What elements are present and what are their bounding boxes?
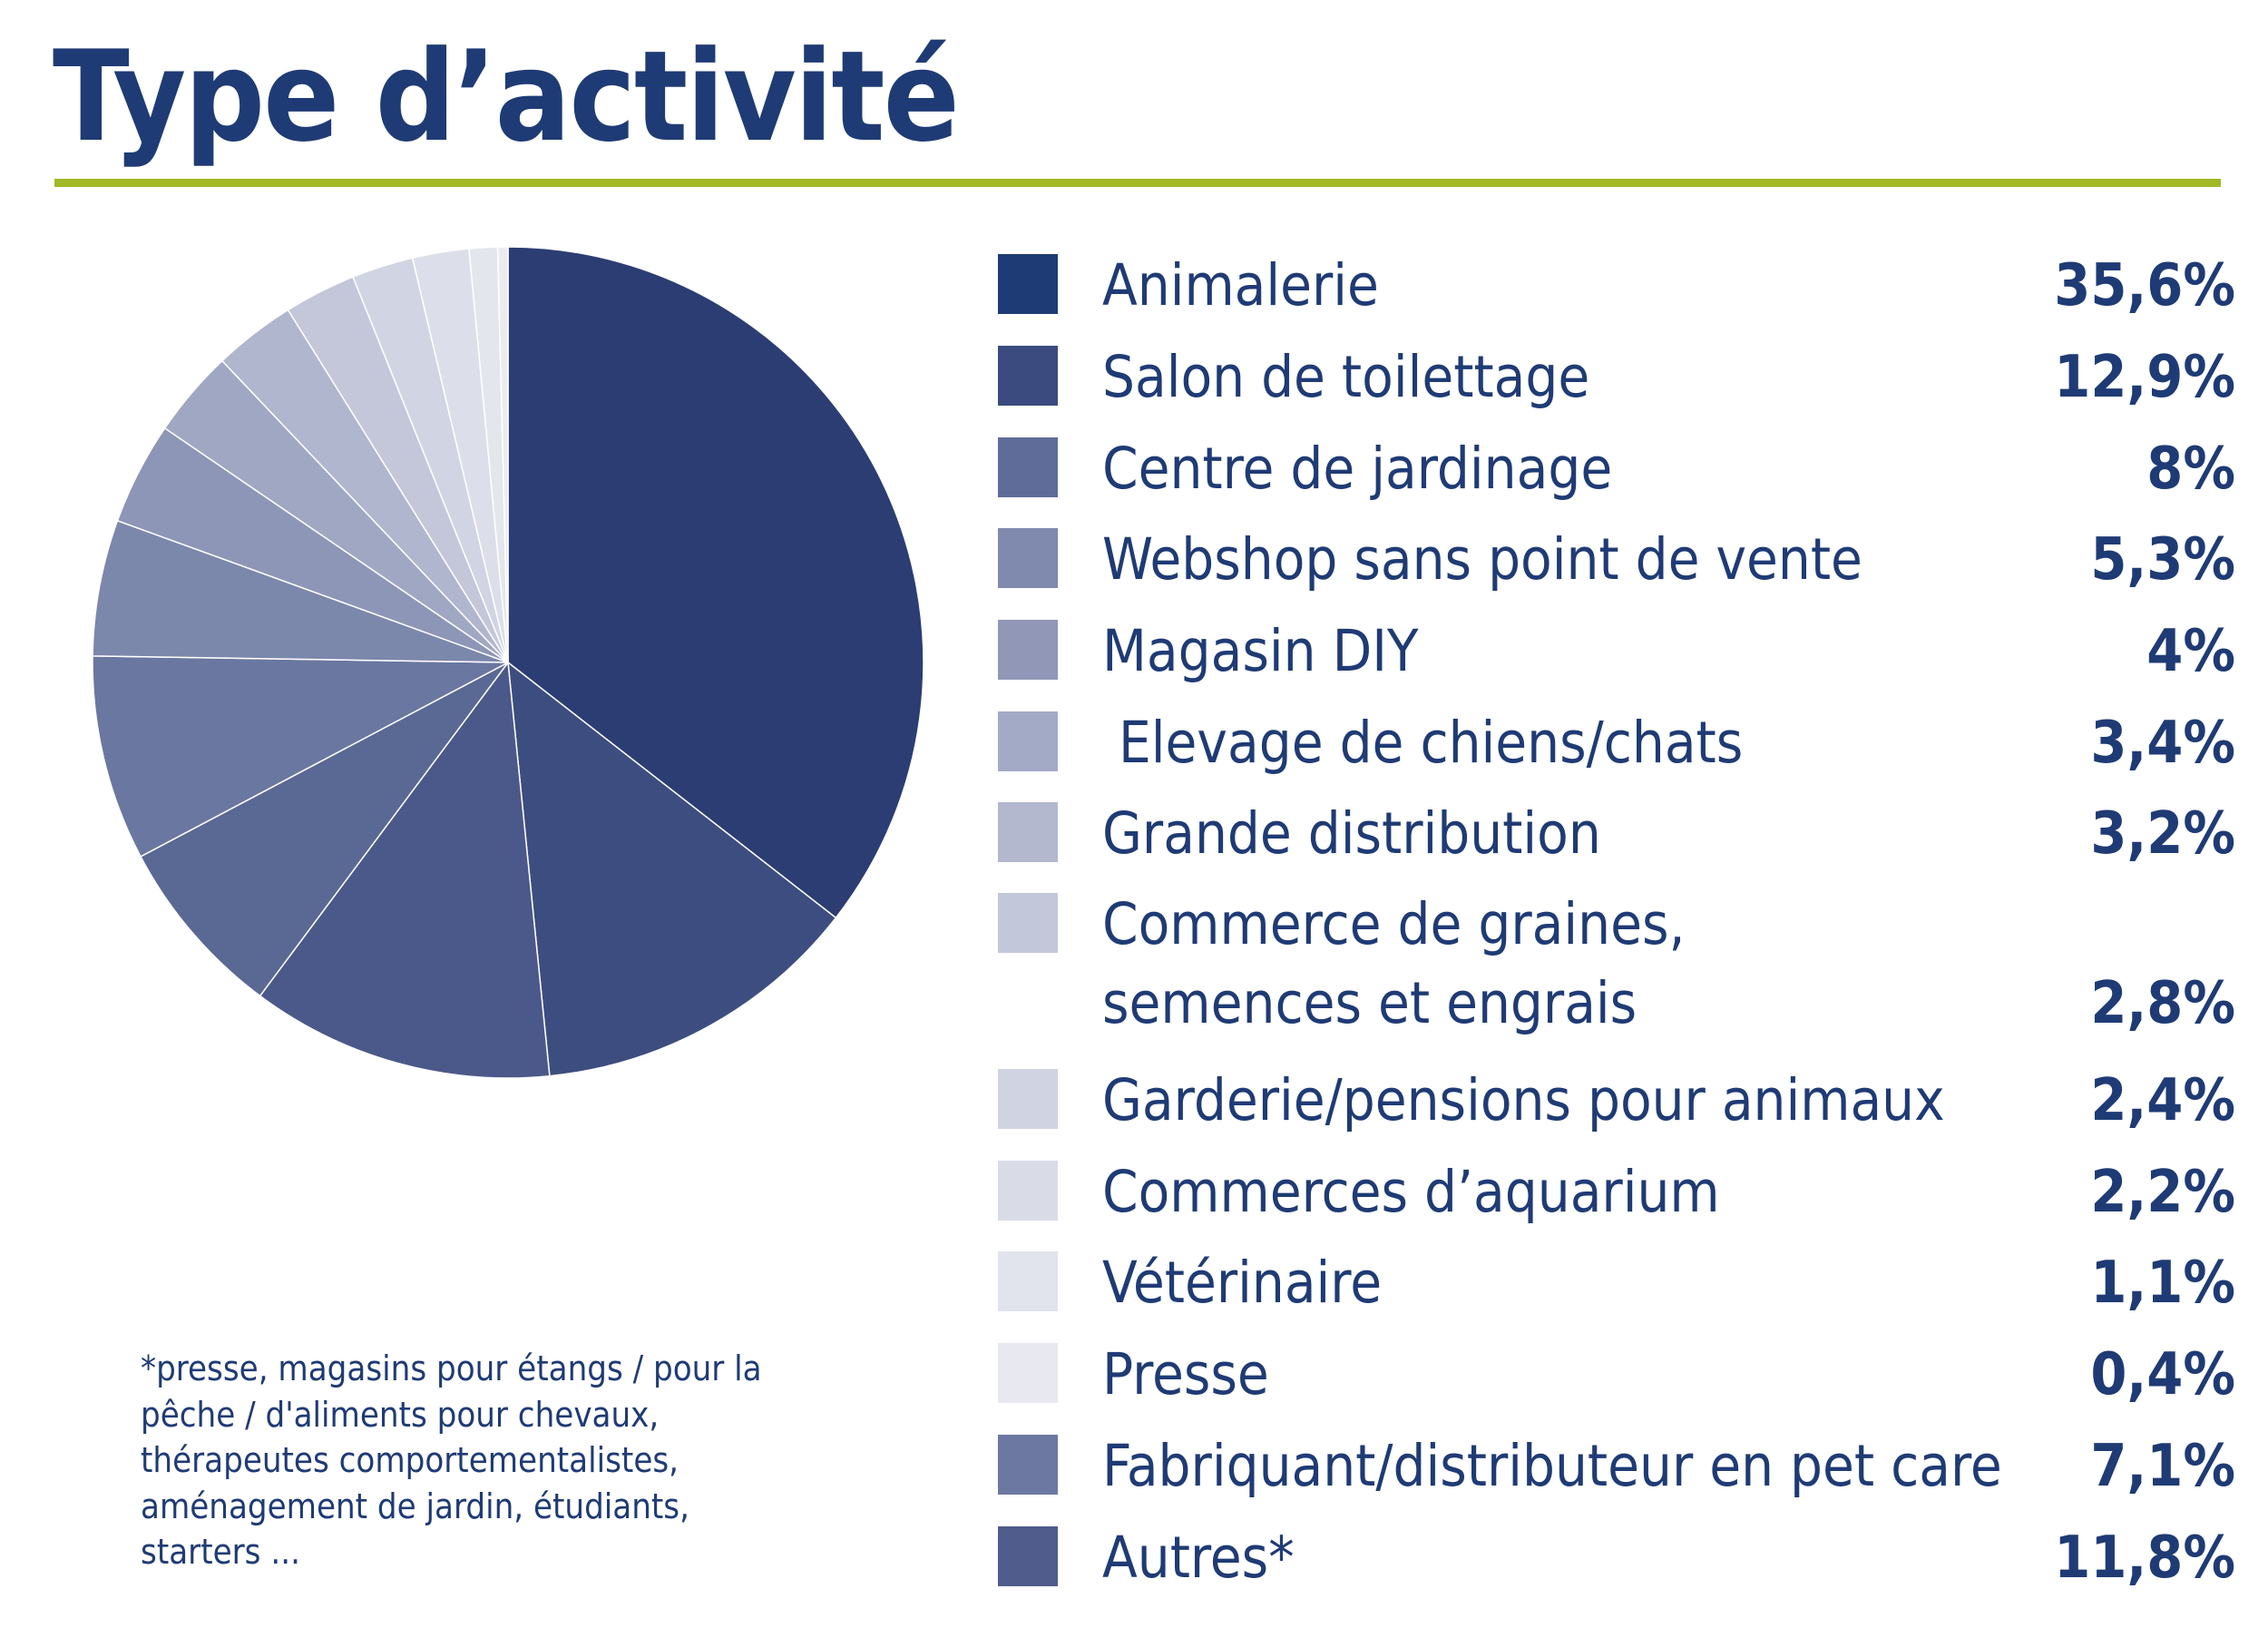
legend-label-7: Grande distribution xyxy=(1102,800,1601,867)
legend-swatch-12 xyxy=(998,1343,1058,1403)
legend-label-1: Animalerie xyxy=(1102,252,1379,319)
legend-value-3: 8% xyxy=(2146,436,2235,503)
legend-label-3: Centre de jardinage xyxy=(1102,436,1613,502)
legend-value-9: 2,4% xyxy=(2090,1067,2235,1134)
legend-swatch-3 xyxy=(998,437,1058,497)
legend-swatch-11 xyxy=(998,1251,1058,1311)
legend-swatch-10 xyxy=(998,1161,1058,1221)
legend-label-13: Fabriquant/distributeur en pet care xyxy=(1102,1433,2002,1499)
footnote: *presse, magasins pour étangs / pour la pêche / d'aliments pour chevaux, thérapeutes comportementalistes, aménagement de jardin, étudiants, starters ... xyxy=(141,1348,762,1572)
legend-label-4: Webshop sans point de vente xyxy=(1102,526,1862,593)
legend-swatch-14 xyxy=(998,1526,1058,1586)
legend-value-8: 2,8% xyxy=(2090,970,2235,1037)
legend-value-12: 0,4% xyxy=(2090,1341,2235,1408)
legend-label-10: Commerces d’aquarium xyxy=(1102,1159,1720,1225)
legend-value-10: 2,2% xyxy=(2090,1159,2235,1226)
legend-label-11: Vétérinaire xyxy=(1102,1250,1383,1316)
legend-value-7: 3,2% xyxy=(2090,800,2235,868)
legend-swatch-9 xyxy=(998,1069,1058,1129)
pie-chart xyxy=(86,240,930,1084)
legend-label-5: Magasin DIY xyxy=(1102,618,1419,684)
legend-label-14: Autres* xyxy=(1102,1525,1295,1591)
legend-swatch-4 xyxy=(998,528,1058,588)
page-title: Type d’activité xyxy=(53,24,958,170)
legend-value-11: 1,1% xyxy=(2090,1250,2235,1317)
legend-value-2: 12,9% xyxy=(2054,344,2235,411)
legend-swatch-2 xyxy=(998,346,1058,406)
title-underline xyxy=(54,179,2221,187)
legend-swatch-6 xyxy=(998,711,1058,771)
legend-swatch-5 xyxy=(998,620,1058,680)
legend-value-13: 7,1% xyxy=(2090,1433,2235,1500)
legend-value-6: 3,4% xyxy=(2090,710,2235,777)
legend-value-14: 11,8% xyxy=(2054,1525,2235,1592)
legend-value-4: 5,3% xyxy=(2090,526,2235,593)
legend-swatch-8 xyxy=(998,893,1058,953)
legend-swatch-7 xyxy=(998,802,1058,862)
legend-label-9: Garderie/pensions pour animaux xyxy=(1102,1067,1945,1133)
legend-value-1: 35,6% xyxy=(2054,252,2235,319)
legend-value-5: 4% xyxy=(2146,618,2235,685)
legend-label-2: Salon de toilettage xyxy=(1102,344,1590,410)
legend-label-6: Elevage de chiens/chats xyxy=(1102,710,1744,776)
legend-label-12: Presse xyxy=(1102,1341,1269,1407)
legend-swatch-13 xyxy=(998,1435,1058,1495)
legend-label-8-line-2: semences et engrais xyxy=(1102,970,1637,1036)
legend-swatch-1 xyxy=(998,254,1058,314)
legend-label-8-line-1: Commerce de graines, xyxy=(1102,891,1686,957)
